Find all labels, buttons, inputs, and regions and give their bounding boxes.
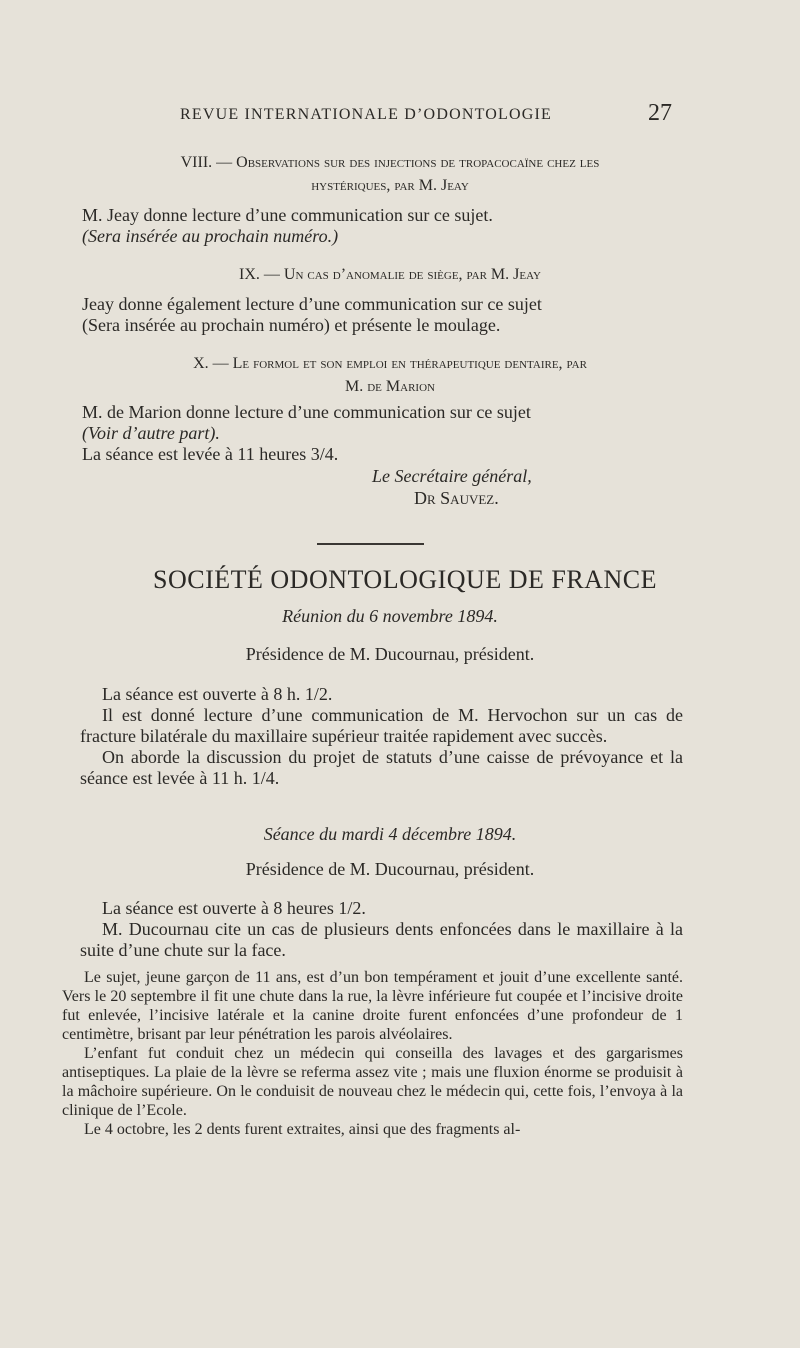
meeting-2-date: Séance du mardi 4 décembre 1894.: [263, 824, 517, 844]
meeting-1-text: [80, 684, 683, 789]
section-9-body: [82, 294, 688, 336]
section-9-heading: IX. — Un cas d’anomalie de siège, par M. Jeay: [239, 266, 541, 283]
meeting-1-paragraph-3: On aborde la discussion du projet de statuts d’une caisse de prévoyance et la séance est levée à 11 h. 1/4.: [80, 747, 683, 788]
section-8-body-line2: (Sera insérée au prochain numéro.): [82, 226, 339, 246]
meeting-1-paragraph-2: Il est donné lecture d’une communication de M. Hervochon sur un cas de fracture bilatérale du maxillaire supérieur traitée rapidement avec succès.: [80, 705, 683, 746]
meeting-2-presidence: Présidence de M. Ducournau, président.: [245, 859, 535, 879]
section-9-body-line2: (Sera insérée au prochain numéro) et présente le moulage.: [82, 315, 501, 335]
section-8-body: [82, 205, 688, 247]
meeting-2-paragraph-3: Le sujet, jeune garçon de 11 ans, est d’un bon tempérament et jouit d’une excellente santé. Vers le 20 septembre il fit une chute dans la rue, la lèvre inférieure fut coupée et l’incisive droite fut enlevée, l’incisive latérale et la canine droite furent enfoncées d’une profondeur de 1 centimètre, brisant par leur pénétration les parois alvéolaires.: [62, 969, 683, 1043]
section-10-closing: La séance est levée à 11 heures 3/4.: [82, 444, 339, 464]
meeting-2-paragraph-5: Le 4 octobre, les 2 dents furent extraites, ainsi que des fragments al-: [84, 1121, 521, 1138]
section-8-body-line1: M. Jeay donne lecture d’une communication sur ce sujet.: [82, 205, 493, 225]
section-8-heading-line2: hystériques, par M. Jeay: [311, 177, 469, 194]
society-title: SOCIÉTÉ ODONTOLOGIQUE DE FRANCE: [153, 565, 657, 594]
meeting-2-case-report: [62, 968, 683, 1139]
meeting-1-paragraph-1: La séance est ouverte à 8 h. 1/2.: [102, 684, 333, 704]
meeting-1-date: Réunion du 6 novembre 1894.: [282, 606, 498, 626]
section-divider: [317, 543, 424, 545]
section-10-heading-line2: M. de Marion: [345, 378, 435, 395]
meeting-2-paragraph-1: La séance est ouverte à 8 heures 1/2.: [102, 898, 366, 918]
section-10-body: [82, 402, 688, 465]
running-header: REVUE INTERNATIONALE D’ODONTOLOGIE: [180, 106, 553, 123]
signature-title: Le Secrétaire général,: [372, 466, 532, 486]
meeting-2-text: [80, 898, 683, 961]
section-8-heading-line1: VIII. — Observations sur des injections de tropacocaïne chez les: [180, 154, 600, 171]
section-10-body-line1: M. de Marion donne lecture d’une communication sur ce sujet: [82, 402, 531, 422]
meeting-2-paragraph-2: M. Ducournau cite un cas de plusieurs dents enfoncées dans le maxillaire à la suite d’une chute sur la face.: [80, 919, 683, 960]
meeting-2-paragraph-4: L’enfant fut conduit chez un médecin qui conseilla des lavages et des gargarismes antiseptiques. La plaie de la lèvre se referma assez vite ; mais une fluxion énorme se produisit à la mâchoire supérieure. On le conduisit de nouveau chez le médecin qui, cette fois, l’envoya à la clinique de l’Ecole.: [62, 1045, 683, 1119]
meeting-1-presidence: Présidence de M. Ducournau, président.: [245, 644, 535, 664]
section-10-heading: [80, 352, 700, 398]
page-number: 27: [648, 100, 672, 126]
section-10-body-line2: (Voir d’autre part).: [82, 423, 220, 443]
section-10-heading-line1: X. — Le formol et son emploi en thérapeutique dentaire, par: [193, 355, 587, 372]
section-8-heading: [80, 151, 700, 197]
signature-name: Dr Sauvez.: [414, 488, 499, 508]
section-9-body-line1: Jeay donne également lecture d’une communication sur ce sujet: [82, 294, 542, 314]
